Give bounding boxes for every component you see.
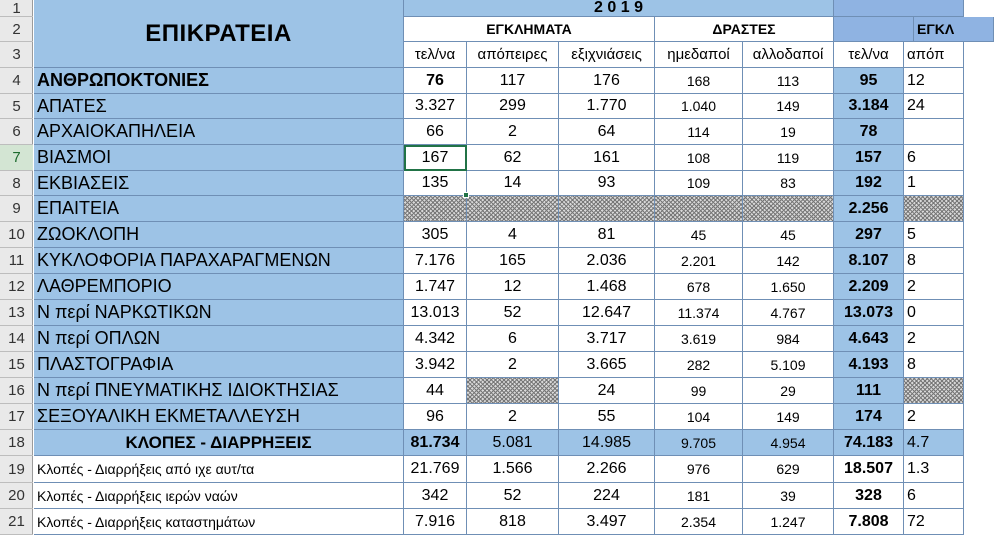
column-header-completed[interactable]: τελ/να bbox=[404, 42, 467, 68]
data-cell-next_completed[interactable]: 8.107 bbox=[834, 248, 904, 274]
data-cell-foreign[interactable]: 45 bbox=[743, 222, 834, 248]
data-cell-next_completed[interactable]: 4.193 bbox=[834, 352, 904, 378]
row-header[interactable]: 6 bbox=[0, 119, 33, 145]
data-cell-attempts[interactable] bbox=[467, 378, 559, 404]
data-cell-next_completed[interactable]: 3.184 bbox=[834, 94, 904, 119]
data-cell-next_completed[interactable]: 157 bbox=[834, 145, 904, 171]
row-header[interactable]: 5 bbox=[0, 94, 33, 119]
data-cell-attempts[interactable]: 62 bbox=[467, 145, 559, 171]
data-cell-completed[interactable]: 305 bbox=[404, 222, 467, 248]
data-cell-next_completed[interactable]: 7.808 bbox=[834, 509, 904, 535]
row-label[interactable]: ΣΕΞΟΥΑΛΙΚΗ ΕΚΜΕΤΑΛΛΕΥΣΗ bbox=[34, 404, 404, 430]
data-cell-solved[interactable]: 24 bbox=[559, 378, 655, 404]
data-cell-foreign[interactable]: 39 bbox=[743, 483, 834, 509]
row-header[interactable]: 7 bbox=[0, 145, 33, 171]
data-cell-foreign[interactable]: 29 bbox=[743, 378, 834, 404]
data-cell-next_attempts[interactable]: 0 bbox=[904, 300, 964, 326]
data-cell-attempts[interactable]: 818 bbox=[467, 509, 559, 535]
data-cell-domestic[interactable]: 45 bbox=[655, 222, 743, 248]
data-cell-foreign[interactable]: 4.954 bbox=[743, 430, 834, 456]
data-cell-solved[interactable]: 2.266 bbox=[559, 456, 655, 483]
data-cell-domestic[interactable]: 282 bbox=[655, 352, 743, 378]
row-label[interactable]: ΕΚΒΙΑΣΕΙΣ bbox=[34, 171, 404, 196]
data-cell-attempts[interactable] bbox=[467, 196, 559, 222]
data-cell-next_completed[interactable]: 13.073 bbox=[834, 300, 904, 326]
data-cell-foreign[interactable]: 83 bbox=[743, 171, 834, 196]
data-cell-next_completed[interactable]: 74.183 bbox=[834, 430, 904, 456]
data-cell-attempts[interactable]: 52 bbox=[467, 300, 559, 326]
row-label[interactable]: ΒΙΑΣΜΟΙ bbox=[34, 145, 404, 171]
data-cell-attempts[interactable]: 2 bbox=[467, 119, 559, 145]
data-cell-next_attempts[interactable]: 5 bbox=[904, 222, 964, 248]
data-cell-completed[interactable]: 81.734 bbox=[404, 430, 467, 456]
data-cell-domestic[interactable]: 2.201 bbox=[655, 248, 743, 274]
data-cell-foreign[interactable]: 984 bbox=[743, 326, 834, 352]
data-cell-foreign[interactable]: 19 bbox=[743, 119, 834, 145]
data-cell-completed[interactable]: 76 bbox=[404, 68, 467, 94]
group-next-spacer[interactable] bbox=[834, 17, 914, 42]
data-cell-solved[interactable]: 1.770 bbox=[559, 94, 655, 119]
data-cell-domestic[interactable]: 9.705 bbox=[655, 430, 743, 456]
row-label[interactable]: Κλοπές - Διαρρήξεις από ιχε αυτ/τα bbox=[34, 456, 404, 483]
column-header-foreign[interactable]: αλλοδαποί bbox=[743, 42, 834, 68]
data-cell-next_attempts[interactable]: 4.7 bbox=[904, 430, 964, 456]
row-label[interactable]: ΑΡΧΑΙΟΚΑΠΗΛΕΙΑ bbox=[34, 119, 404, 145]
row-header[interactable]: 15 bbox=[0, 352, 33, 378]
data-cell-completed[interactable]: 21.769 bbox=[404, 456, 467, 483]
data-cell-solved[interactable]: 176 bbox=[559, 68, 655, 94]
data-cell-next_attempts[interactable]: 2 bbox=[904, 274, 964, 300]
year-header[interactable]: 2 0 1 9 bbox=[404, 0, 834, 17]
row-label[interactable]: ΚΛΟΠΕΣ - ΔΙΑΡΡΗΞΕΙΣ bbox=[34, 430, 404, 456]
row-header[interactable]: 10 bbox=[0, 222, 33, 248]
row-header[interactable]: 20 bbox=[0, 483, 33, 509]
fill-handle[interactable] bbox=[463, 192, 469, 198]
row-label[interactable]: Κλοπές - Διαρρήξεις ιερών ναών bbox=[34, 483, 404, 509]
data-cell-domestic[interactable]: 104 bbox=[655, 404, 743, 430]
data-cell-foreign[interactable] bbox=[743, 196, 834, 222]
column-header-domestic[interactable]: ημεδαποί bbox=[655, 42, 743, 68]
data-cell-next_attempts[interactable]: 1.3 bbox=[904, 456, 964, 483]
data-cell-next_completed[interactable]: 2.256 bbox=[834, 196, 904, 222]
data-cell-completed[interactable]: 96 bbox=[404, 404, 467, 430]
row-header[interactable]: 21 bbox=[0, 509, 33, 535]
data-cell-next_attempts[interactable]: 2 bbox=[904, 404, 964, 430]
data-cell-domestic[interactable]: 976 bbox=[655, 456, 743, 483]
data-cell-next_completed[interactable]: 78 bbox=[834, 119, 904, 145]
data-cell-next_attempts[interactable]: 1 bbox=[904, 171, 964, 196]
data-cell-solved[interactable] bbox=[559, 196, 655, 222]
row-header[interactable]: 3 bbox=[0, 42, 33, 68]
column-header-solved[interactable]: εξιχνιάσεις bbox=[559, 42, 655, 68]
data-cell-completed[interactable]: 4.342 bbox=[404, 326, 467, 352]
group-crimes-next[interactable]: ΕΓΚΛ bbox=[914, 17, 994, 42]
row-header[interactable]: 4 bbox=[0, 68, 33, 94]
data-cell-foreign[interactable]: 1.247 bbox=[743, 509, 834, 535]
data-cell-solved[interactable]: 2.036 bbox=[559, 248, 655, 274]
group-crimes[interactable]: ΕΓΚΛΗΜΑΤΑ bbox=[404, 17, 655, 42]
data-cell-completed[interactable]: 342 bbox=[404, 483, 467, 509]
data-cell-completed[interactable]: 7.916 bbox=[404, 509, 467, 535]
row-header[interactable]: 14 bbox=[0, 326, 33, 352]
data-cell-attempts[interactable]: 2 bbox=[467, 352, 559, 378]
data-cell-next_completed[interactable]: 18.507 bbox=[834, 456, 904, 483]
data-cell-attempts[interactable]: 117 bbox=[467, 68, 559, 94]
data-cell-next_attempts[interactable]: 6 bbox=[904, 483, 964, 509]
data-cell-solved[interactable]: 3.497 bbox=[559, 509, 655, 535]
selected-cell[interactable]: 167 bbox=[404, 145, 467, 171]
data-cell-next_attempts[interactable] bbox=[904, 378, 964, 404]
data-cell-domestic[interactable]: 11.374 bbox=[655, 300, 743, 326]
data-cell-attempts[interactable]: 5.081 bbox=[467, 430, 559, 456]
data-cell-foreign[interactable]: 149 bbox=[743, 94, 834, 119]
data-cell-attempts[interactable]: 6 bbox=[467, 326, 559, 352]
data-cell-domestic[interactable]: 99 bbox=[655, 378, 743, 404]
data-cell-domestic[interactable]: 109 bbox=[655, 171, 743, 196]
row-label[interactable]: ΕΠΑΙΤΕΙΑ bbox=[34, 196, 404, 222]
data-cell-solved[interactable]: 93 bbox=[559, 171, 655, 196]
data-cell-completed[interactable] bbox=[404, 196, 467, 222]
data-cell-domestic[interactable]: 168 bbox=[655, 68, 743, 94]
data-cell-attempts[interactable]: 165 bbox=[467, 248, 559, 274]
data-cell-next_attempts[interactable]: 6 bbox=[904, 145, 964, 171]
data-cell-foreign[interactable]: 119 bbox=[743, 145, 834, 171]
data-cell-foreign[interactable]: 629 bbox=[743, 456, 834, 483]
data-cell-foreign[interactable]: 113 bbox=[743, 68, 834, 94]
data-cell-solved[interactable]: 1.468 bbox=[559, 274, 655, 300]
year-header-next[interactable] bbox=[834, 0, 964, 17]
row-label[interactable]: ΖΩΟΚΛΟΠΗ bbox=[34, 222, 404, 248]
row-header[interactable]: 8 bbox=[0, 171, 33, 196]
row-header[interactable]: 19 bbox=[0, 456, 33, 483]
data-cell-next_completed[interactable]: 174 bbox=[834, 404, 904, 430]
data-cell-completed[interactable]: 66 bbox=[404, 119, 467, 145]
row-label[interactable]: ΑΝΘΡΩΠΟΚΤΟΝΙΕΣ bbox=[34, 68, 404, 94]
data-cell-next_attempts[interactable]: 72 bbox=[904, 509, 964, 535]
row-label[interactable]: ΚΥΚΛΟΦΟΡΙΑ ΠΑΡΑΧΑΡΑΓΜΕΝΩΝ bbox=[34, 248, 404, 274]
data-cell-next_attempts[interactable]: 24 bbox=[904, 94, 964, 119]
data-cell-domestic[interactable]: 678 bbox=[655, 274, 743, 300]
data-cell-solved[interactable]: 224 bbox=[559, 483, 655, 509]
data-cell-attempts[interactable]: 2 bbox=[467, 404, 559, 430]
data-cell-domestic[interactable]: 114 bbox=[655, 119, 743, 145]
data-cell-next_attempts[interactable] bbox=[904, 119, 964, 145]
row-label[interactable]: ΑΠΑΤΕΣ bbox=[34, 94, 404, 119]
data-cell-next_attempts[interactable] bbox=[904, 196, 964, 222]
data-cell-completed[interactable]: 7.176 bbox=[404, 248, 467, 274]
data-cell-next_attempts[interactable]: 8 bbox=[904, 352, 964, 378]
data-cell-completed[interactable]: 13.013 bbox=[404, 300, 467, 326]
data-cell-domestic[interactable]: 3.619 bbox=[655, 326, 743, 352]
data-cell-completed[interactable]: 135 bbox=[404, 171, 467, 196]
row-label[interactable]: ΛΑΘΡΕΜΠΟΡΙΟ bbox=[34, 274, 404, 300]
data-cell-foreign[interactable]: 1.650 bbox=[743, 274, 834, 300]
data-cell-next_completed[interactable]: 328 bbox=[834, 483, 904, 509]
row-label[interactable]: ΠΛΑΣΤΟΓΡΑΦΙΑ bbox=[34, 352, 404, 378]
data-cell-next_attempts[interactable]: 2 bbox=[904, 326, 964, 352]
group-offenders[interactable]: ΔΡΑΣΤΕΣ bbox=[655, 17, 834, 42]
column-header-attempts_next[interactable]: απόπ bbox=[904, 42, 964, 68]
data-cell-next_completed[interactable]: 95 bbox=[834, 68, 904, 94]
data-cell-next_completed[interactable]: 111 bbox=[834, 378, 904, 404]
data-cell-solved[interactable]: 12.647 bbox=[559, 300, 655, 326]
row-header[interactable]: 18 bbox=[0, 430, 33, 456]
page-title[interactable]: ΕΠΙΚΡΑΤΕΙΑ bbox=[34, 0, 404, 68]
data-cell-domestic[interactable] bbox=[655, 196, 743, 222]
data-cell-foreign[interactable]: 142 bbox=[743, 248, 834, 274]
data-cell-domestic[interactable]: 108 bbox=[655, 145, 743, 171]
data-cell-foreign[interactable]: 4.767 bbox=[743, 300, 834, 326]
data-cell-attempts[interactable]: 4 bbox=[467, 222, 559, 248]
data-cell-solved[interactable]: 3.665 bbox=[559, 352, 655, 378]
row-label[interactable]: Ν περί ΟΠΛΩΝ bbox=[34, 326, 404, 352]
data-cell-domestic[interactable]: 181 bbox=[655, 483, 743, 509]
data-cell-next_attempts[interactable]: 12 bbox=[904, 68, 964, 94]
row-header[interactable]: 13 bbox=[0, 300, 33, 326]
data-cell-attempts[interactable]: 52 bbox=[467, 483, 559, 509]
data-cell-attempts[interactable]: 1.566 bbox=[467, 456, 559, 483]
data-cell-completed[interactable]: 3.327 bbox=[404, 94, 467, 119]
data-cell-foreign[interactable]: 149 bbox=[743, 404, 834, 430]
data-cell-completed[interactable]: 44 bbox=[404, 378, 467, 404]
column-header-attempts[interactable]: απόπειρες bbox=[467, 42, 559, 68]
data-cell-next_completed[interactable]: 2.209 bbox=[834, 274, 904, 300]
cell-grid bbox=[34, 0, 955, 535]
row-label[interactable]: Κλοπές - Διαρρήξεις καταστημάτων bbox=[34, 509, 404, 535]
data-cell-solved[interactable]: 64 bbox=[559, 119, 655, 145]
row-header[interactable]: 2 bbox=[0, 17, 33, 42]
row-header[interactable]: 9 bbox=[0, 196, 33, 222]
data-cell-completed[interactable]: 3.942 bbox=[404, 352, 467, 378]
data-cell-next_attempts[interactable]: 8 bbox=[904, 248, 964, 274]
row-label[interactable]: Ν περί ΝΑΡΚΩΤΙΚΩΝ bbox=[34, 300, 404, 326]
data-cell-solved[interactable]: 14.985 bbox=[559, 430, 655, 456]
data-cell-solved[interactable]: 55 bbox=[559, 404, 655, 430]
data-cell-solved[interactable]: 161 bbox=[559, 145, 655, 171]
row-header[interactable]: 1 bbox=[0, 0, 33, 17]
data-cell-attempts[interactable]: 299 bbox=[467, 94, 559, 119]
data-cell-domestic[interactable]: 1.040 bbox=[655, 94, 743, 119]
data-cell-next_completed[interactable]: 297 bbox=[834, 222, 904, 248]
data-cell-attempts[interactable]: 14 bbox=[467, 171, 559, 196]
data-cell-foreign[interactable]: 5.109 bbox=[743, 352, 834, 378]
row-header[interactable]: 11 bbox=[0, 248, 33, 274]
row-headers bbox=[0, 0, 33, 535]
data-cell-completed[interactable]: 1.747 bbox=[404, 274, 467, 300]
data-cell-domestic[interactable]: 2.354 bbox=[655, 509, 743, 535]
data-cell-next_completed[interactable]: 192 bbox=[834, 171, 904, 196]
column-header-completed_next[interactable]: τελ/να bbox=[834, 42, 904, 68]
data-cell-solved[interactable]: 3.717 bbox=[559, 326, 655, 352]
data-cell-next_completed[interactable]: 4.643 bbox=[834, 326, 904, 352]
row-header[interactable]: 12 bbox=[0, 274, 33, 300]
row-header[interactable]: 16 bbox=[0, 378, 33, 404]
row-header[interactable]: 17 bbox=[0, 404, 33, 430]
data-cell-solved[interactable]: 81 bbox=[559, 222, 655, 248]
data-cell-attempts[interactable]: 12 bbox=[467, 274, 559, 300]
row-label[interactable]: Ν περί ΠΝΕΥΜΑΤΙΚΗΣ ΙΔΙΟΚΤΗΣΙΑΣ bbox=[34, 378, 404, 404]
